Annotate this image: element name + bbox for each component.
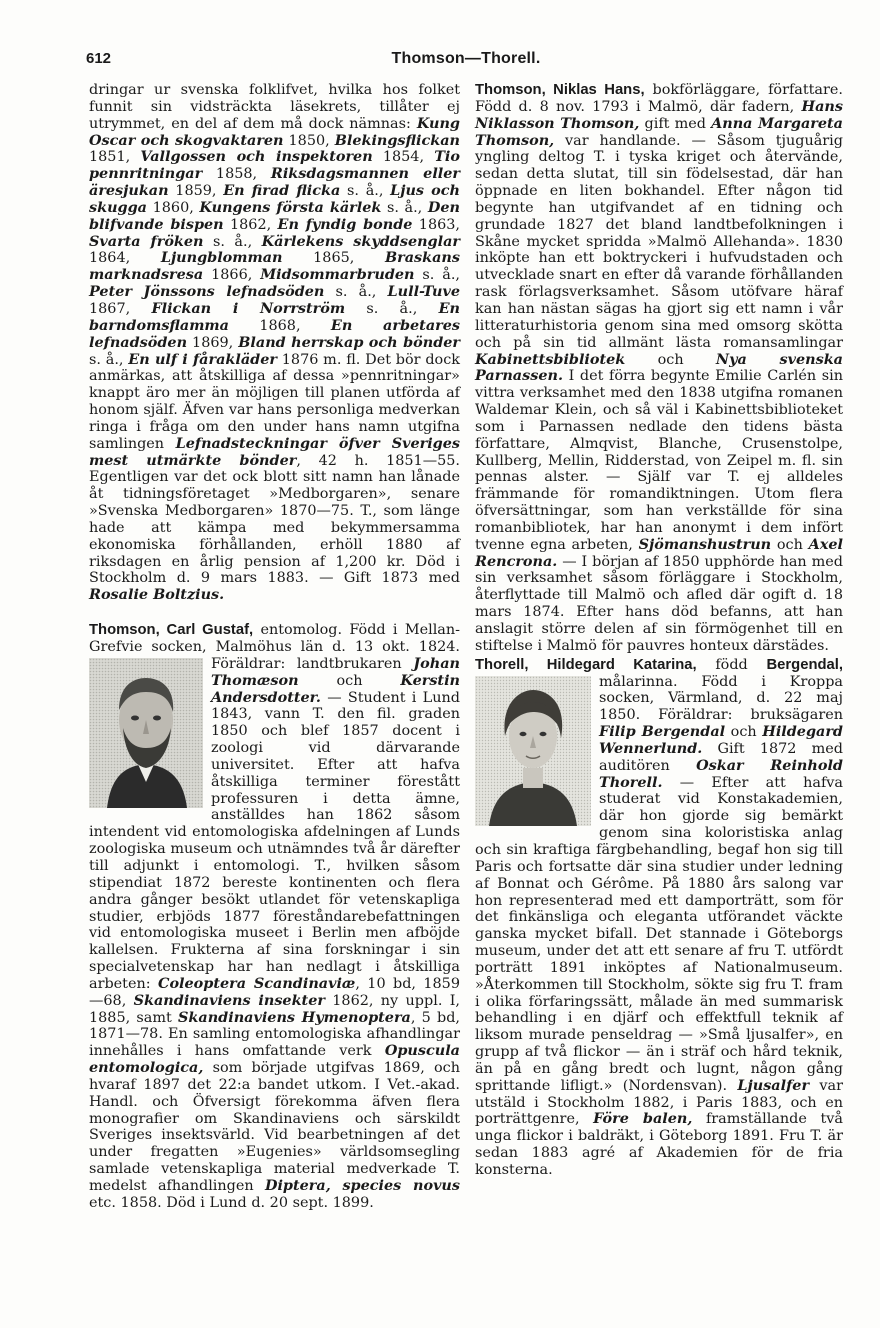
portrait-carl-gustaf-thomson xyxy=(89,658,203,808)
left-column xyxy=(89,82,460,1212)
thomson-continued-entry: dringar ur svenska folklifvet, hvilka hos folket funnit sin vidsträckta läsekrets, tillåter ej utrymmet, en del af dem må dock nämnas: Kung Oscar och skogvaktaren 1850, Blekingsflickan 1851, Vallgossen och inspektoren 1854, Tio pennritningar 1858, Riksdagsmannen eller äresjukan 1859, En firad flicka s. å., Ljus och skugga 1860, Kungens första kärlek s. å., Den blifvande bispen 1862, En fyndig bonde 1863, Svarta fröken s. å., Kärlekens skyddsenglar 1864, Ljungblomman 1865, Braskans marknadsresa 1866, Midsommarbruden s. å., Peter Jönssons lefnadsöden s. å., Lull-Tuve 1867, Flickan i Norrström s. å., En barndomsflamma 1868, En arbetares lefnadsöden 1869, Bland herrskap och bönder s. å., En ulf i fårakläder 1876 m. fl. Det bör dock anmärkas, att åtskilliga af dessa »pennritningar» knappt äro mer än möjligen till planen utförda af honom själf. Äfven var hans personliga medverkan ringa i fråga om den under hans namn utgifna samlingen Lefnadsteckningar öfver Sveriges mest utmärkte bönder, 42 h. 1851—55. Egentligen var det ock blott sitt namn han lånade åt tidningsföretaget »Medborgaren», senare »Svenska Medborgaren» 1870—75. T., som länge hade att kämpa med bekymmersamma ekonomiska förhållanden, erhöll 1880 af riksdagen en årlig pension af 1,200 kr. Död i Stockholm d. 9 mars 1883. — Gift 1873 med Rosalie Boltzius. xyxy=(89,82,461,604)
page-number: 612 xyxy=(86,50,112,67)
hildegard-thorell-entry: Thorell, Hildegard Katarina, född Bergendal, målarinna. Född i Kroppa socken, Värmland, d. 22 maj 1850. Föräldrar: bruksägaren Filip Bergendal och Hildegard Wennerlund. Gift 1872 med auditören Oskar Reinhold Thorell. — Efter att hafva studerat vid Konstakademien, där hon gjorde sig bemärkt genom sina koloristiska anlag och sin kraftiga färgbehandling, begaf hon sig till Paris och fortsatte där sina studier under ledning af Bonnat och Gérôme. På 1880 års salong var hon representerad med ett damporträtt, som för det finkänsliga och eleganta utförandet väckte ganska mycket bifall. Det stannade i Göteborgs museum, under det att ett senare af fru T. utfördt porträtt 1891 inköptes af Nationalmuseum. »Återkommen till Stockholm, sökte sig fru T. fram i olika förfaringssätt, målade än med summarisk behandling i en djärf och effektfull teknik af liksom murade penseldrag — »Små ljusalfer», en grupp af två flickor — än i sträf och hård teknik, än på en gång bredt och lugnt, någon gång sprittande lifligt.» (Nordensvan). Ljusalfer var utstäld i Stockholm 1882, i Paris 1883, och en porträttgenre, Före balen, framställande två unga flickor i baldräkt, i Göteborg 1891. Fru T. är sedan 1883 agré af Akademien för de fria konsterna. xyxy=(475,656,843,1178)
headword-niklas-hans-thomson: Thomson, Niklas Hans, xyxy=(475,82,645,98)
page-header xyxy=(86,50,846,72)
running-head: Thomson—Thorell. xyxy=(391,50,541,67)
headword-carl-gustaf-thomson: Thomson, Carl Gustaf, xyxy=(89,622,254,639)
carl-gustaf-thomson-entry: Thomson, Carl Gustaf, entomolog. Född i Mellan-Grefvie socken, Malmöhus län d. 13 okt. 1824. Föräldrar: landtbrukaren Johan Thomæson och Kerstin Andersdotter. — Student i Lund 1843, vann T. den fil. graden 1850 och blef 1857 docent i zoologi vid därvarande universitet. Efter att hafva åtskilliga terminer förestått professuren i detta ämne, anställdes han 1862 såsom intendent vid entomologiska afdelningen af Lunds zoologiska museum och utnämndes två år därefter till adjunkt i entomologi. T., hvilken såsom stipendiat 1872 bereste kontinenten och flera andra gånger besökt utlandet för vetenskapliga studier, erbjöds 1877 föreståndarebefattningen vid entomologiska museet i Berlin men afböjde kallelsen. Frukterna af sina forskningar i sin specialvetenskap har han nedlagt i åtskilliga arbeten: Coleoptera Scandinaviæ, 10 bd, 1859—68, Skandinaviens insekter 1862, ny uppl. I, 1885, samt Skandinaviens Hymenoptera, 5 bd, 1871—78. En samling entomologiska afhandlingar innehålles i hans omfattande verk Opuscula entomologica, som började utgifvas 1869, och hvaraf 1897 det 22:a bandet utkom. I Vet.-akad. Handl. och Öfversigt förekomma äfven flera monografier om Skandinaviens och särskildt Sveriges insektsvärld. Vid bearbetningen af det under fregatten »Eugenies» världsomsegling samlade vetenskapliga material medverkade T. medelst afhandlingen Diptera, species novus etc. 1858. Död i Lund d. 20 sept. 1899. xyxy=(89,622,461,1211)
headword-hildegard-thorell: Thorell, Hildegard Katarina, xyxy=(475,656,697,673)
portrait-hildegard-thorell xyxy=(475,676,591,826)
right-column xyxy=(475,82,843,1179)
niklas-hans-thomson-entry: Thomson, Niklas Hans, bokförläggare, författare. Född d. 8 nov. 1793 i Malmö, där fadern, Hans Niklasson Thomson, gift med Anna Margareta Thomson, var handlande. — Såsom tjuguårig yngling deltog T. i tyska kriget och återvände, sedan detta slutat, till sin födelsestad, där han öppnade en liten bokhandel. Efter någon tid begynte han utgifvandet af en tidning och grundade 1827 det bland landtbefolkningen i Skåne mycket spridda »Malmö Allehanda». 1830 inköpte han ett boktryckeri i hufvudstaden och utvecklade snart en efter då varande förhållanden rask förlagsverksamhet. Såsom utöfvare häraf kan han nästan sägas ha gjort sig ett namn i vår litteraturhistoria genom sina med omsorg skötta och på sin tid allmänt lästa romansamlingar Kabinettsbibliotek och Nya svenska Parnassen. I det förra begynte Emilie Carlén sin vittra verksamhet med den 1838 utgifna romanen Waldemar Klein, och så väl i Kabinettsbiblioteket som i Parnassen nedlade den tidens bästa författare, Almqvist, Blanche, Crusenstolpe, Kullberg, Mellin, Ridderstad, von Zeipel m. fl. sin pennas alster. — Själf var T. ej alldeles främmande för romandiktningen. Utom flera öfversättningar, som han verkställde för sina romanbibliotek, har han anonymt i dem infört tvenne egna arbeten, Sjömanshustrun och Axel Rencrona. — I början af 1850 upphörde han med sin verksamhet såsom förläggare i Stockholm, återflyttade till Malmö och afled där ogift d. 18 mars 1874. Efter hans död befanns, att han anslagit större delen af sin förmögenhet till en stiftelse i Malmö för pauvres honteux därstädes. xyxy=(475,82,844,654)
